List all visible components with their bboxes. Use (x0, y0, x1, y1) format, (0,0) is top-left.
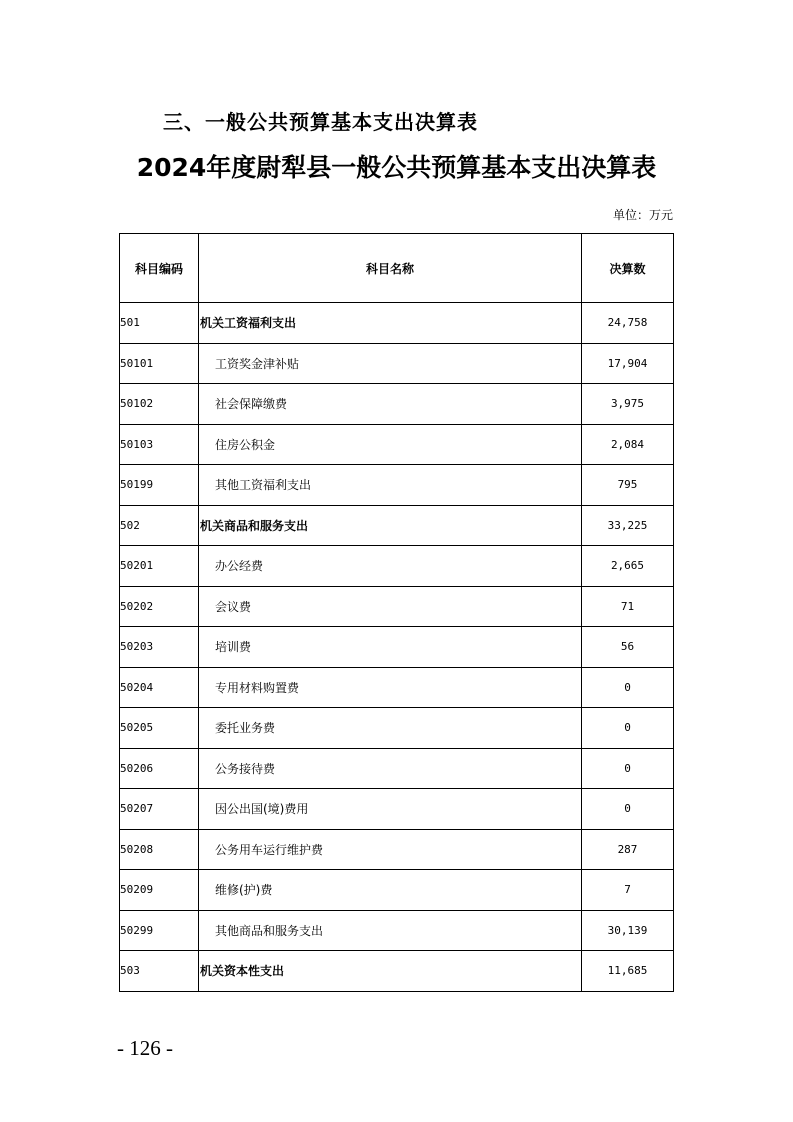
cell-code: 50206 (120, 748, 199, 789)
header-amount: 决算数 (582, 234, 674, 303)
table-row (120, 303, 674, 344)
cell-amount: 17,904 (582, 343, 674, 384)
table-row (120, 951, 674, 992)
cell-amount: 3,975 (582, 384, 674, 425)
cell-code: 50199 (120, 465, 199, 506)
table-row (120, 829, 674, 870)
cell-amount: 30,139 (582, 910, 674, 951)
cell-name: 委托业务费 (199, 708, 582, 749)
table-header-row (120, 234, 674, 303)
cell-name: 公务接待费 (199, 748, 582, 789)
table-row (120, 546, 674, 587)
cell-name: 社会保障缴费 (199, 384, 582, 425)
cell-name: 工资奖金津补贴 (199, 343, 582, 384)
cell-name: 培训费 (199, 627, 582, 668)
cell-code: 50204 (120, 667, 199, 708)
table-row (120, 748, 674, 789)
cell-amount: 795 (582, 465, 674, 506)
table-row (120, 586, 674, 627)
cell-code: 50207 (120, 789, 199, 830)
cell-name: 机关商品和服务支出 (199, 505, 582, 546)
cell-amount: 0 (582, 789, 674, 830)
cell-amount: 0 (582, 667, 674, 708)
cell-amount: 71 (582, 586, 674, 627)
cell-name: 机关资本性支出 (199, 951, 582, 992)
table-row (120, 870, 674, 911)
cell-code: 50101 (120, 343, 199, 384)
section-heading: 三、一般公共预算基本支出决算表 (163, 110, 478, 134)
cell-code: 50209 (120, 870, 199, 911)
cell-name: 会议费 (199, 586, 582, 627)
table-row (120, 343, 674, 384)
cell-code: 50201 (120, 546, 199, 587)
cell-code: 503 (120, 951, 199, 992)
cell-amount: 56 (582, 627, 674, 668)
cell-name: 公务用车运行维护费 (199, 829, 582, 870)
expenditure-table (119, 233, 674, 992)
cell-name: 住房公积金 (199, 424, 582, 465)
cell-name: 其他商品和服务支出 (199, 910, 582, 951)
cell-code: 50205 (120, 708, 199, 749)
cell-code: 50202 (120, 586, 199, 627)
table-row (120, 667, 674, 708)
cell-name: 其他工资福利支出 (199, 465, 582, 506)
table-row (120, 789, 674, 830)
cell-code: 502 (120, 505, 199, 546)
cell-code: 50103 (120, 424, 199, 465)
cell-name: 因公出国(境)费用 (199, 789, 582, 830)
cell-code: 50203 (120, 627, 199, 668)
cell-amount: 11,685 (582, 951, 674, 992)
cell-amount: 287 (582, 829, 674, 870)
table-row (120, 627, 674, 668)
cell-code: 501 (120, 303, 199, 344)
table-row (120, 465, 674, 506)
table-row (120, 708, 674, 749)
cell-code: 50208 (120, 829, 199, 870)
cell-name: 机关工资福利支出 (199, 303, 582, 344)
cell-amount: 2,665 (582, 546, 674, 587)
cell-name: 办公经费 (199, 546, 582, 587)
cell-name: 维修(护)费 (199, 870, 582, 911)
unit-label: 单位：万元 (612, 208, 673, 222)
header-code: 科目编码 (120, 234, 199, 303)
table-body (120, 303, 674, 992)
cell-amount: 0 (582, 708, 674, 749)
cell-amount: 7 (582, 870, 674, 911)
page-number: - 126 - (117, 1036, 173, 1060)
cell-amount: 24,758 (582, 303, 674, 344)
cell-code: 50102 (120, 384, 199, 425)
table-row (120, 384, 674, 425)
header-name: 科目名称 (199, 234, 582, 303)
cell-name: 专用材料购置费 (199, 667, 582, 708)
cell-amount: 0 (582, 748, 674, 789)
cell-amount: 2,084 (582, 424, 674, 465)
cell-code: 50299 (120, 910, 199, 951)
document-title: 2024年度尉犁县一般公共预算基本支出决算表 (136, 153, 657, 182)
cell-amount: 33,225 (582, 505, 674, 546)
table-row (120, 424, 674, 465)
table-row (120, 505, 674, 546)
table-row (120, 910, 674, 951)
